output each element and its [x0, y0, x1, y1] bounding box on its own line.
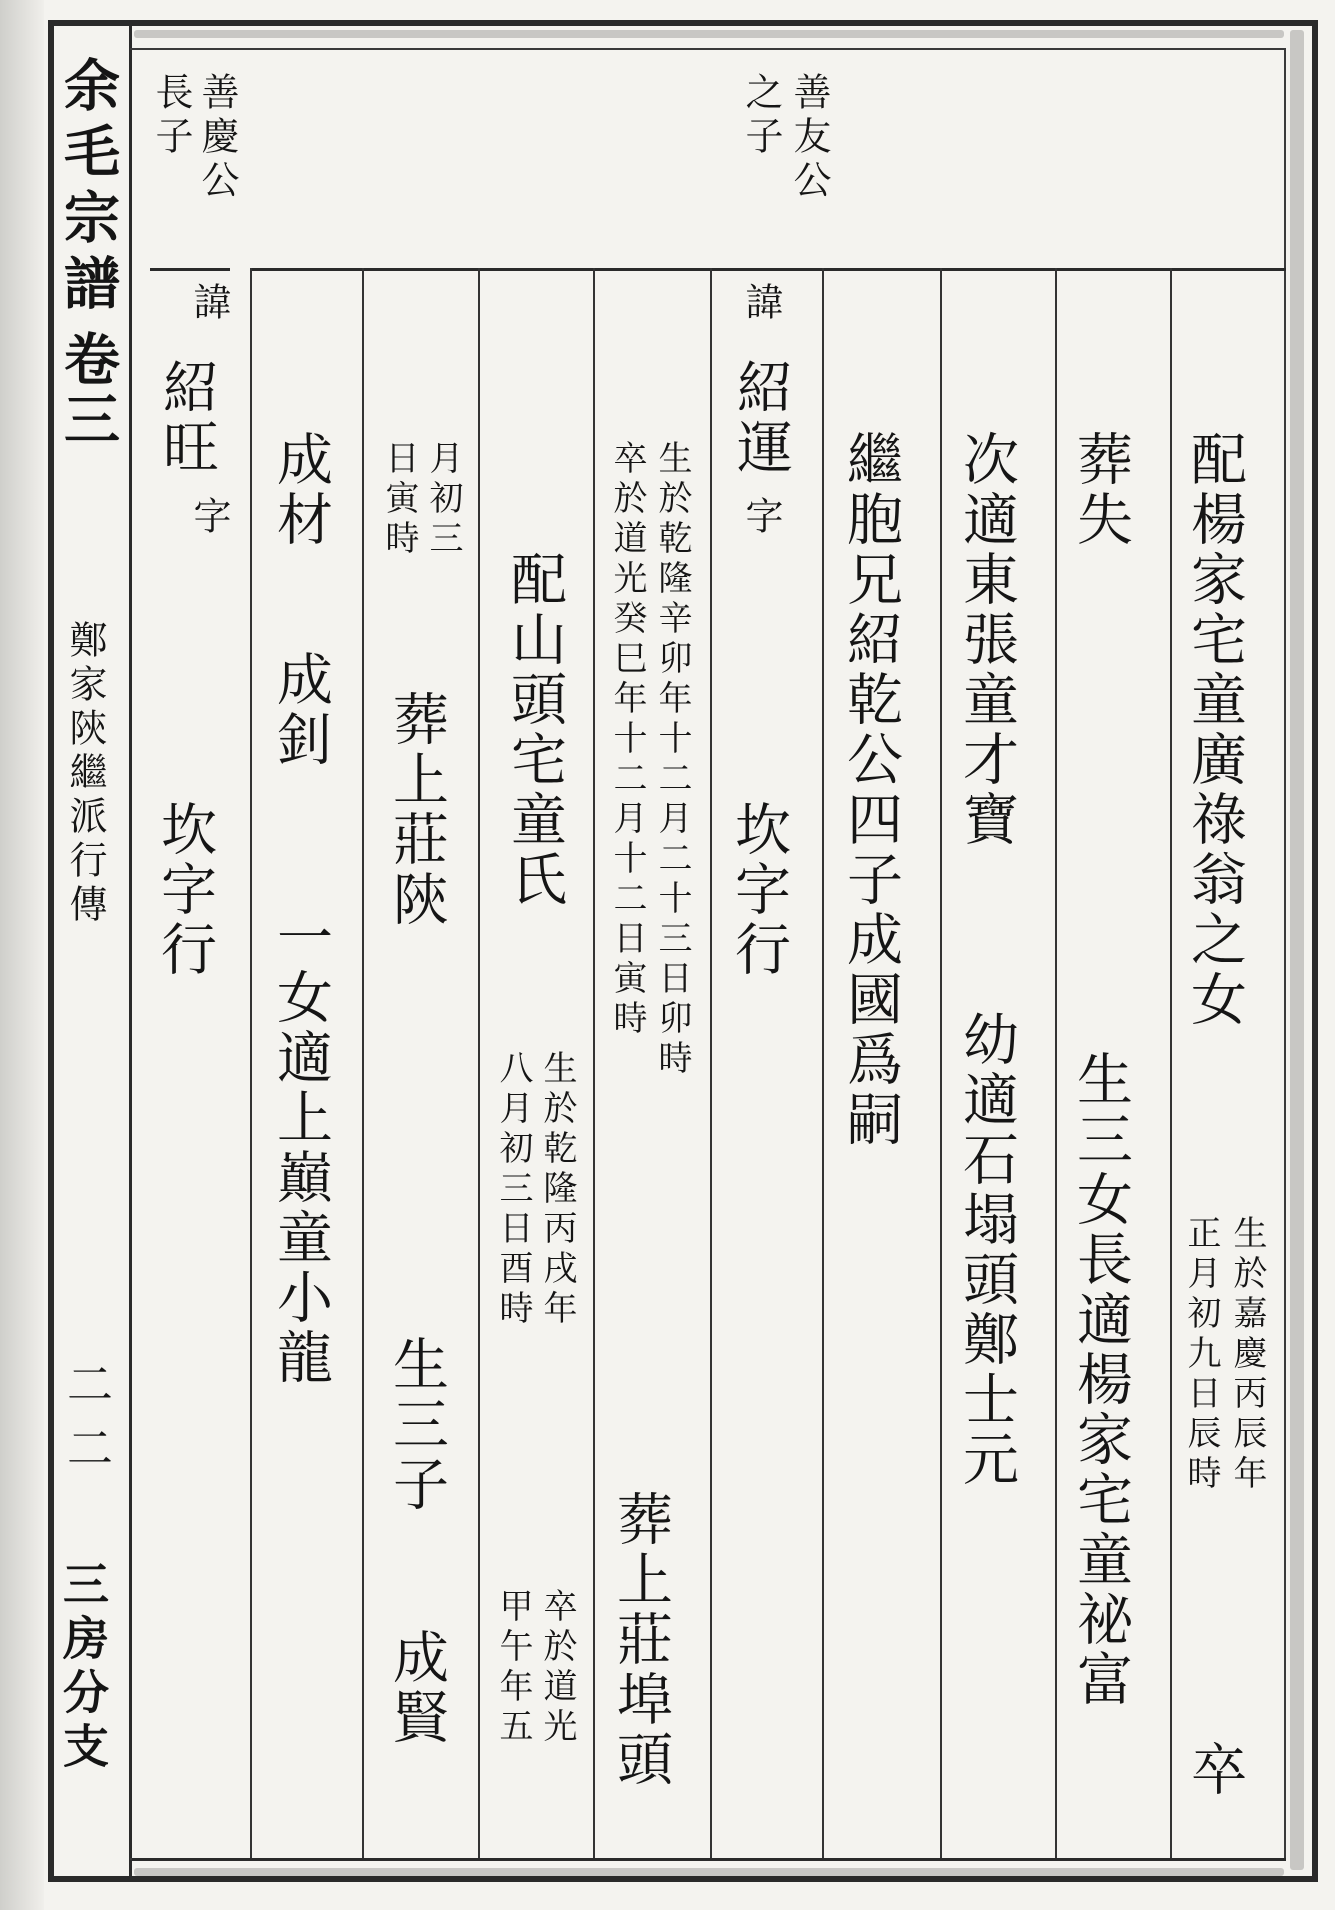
- son-name: 成釗: [268, 650, 333, 770]
- scan-noise: [134, 1868, 1284, 1876]
- death-record: 卒於道光癸巳年十二月十二日寅時: [607, 440, 647, 1040]
- daughter-marriage-entry: 次適東張童才寶: [954, 430, 1019, 850]
- generation-rank: 坎字行: [152, 800, 217, 980]
- column-divider: [940, 268, 942, 1858]
- section-title: 鄭家陝繼派行傳: [63, 620, 107, 928]
- birth-record: 生於乾隆辛卯年十二月二十三日卯時: [652, 440, 692, 1080]
- book-title: 余毛宗譜: [55, 56, 121, 320]
- spouse-entry: 配楊家宅童廣祿翁之女: [1182, 430, 1247, 1030]
- spouse-death-line3: 月初三: [423, 440, 463, 560]
- parent-header-left-sub: 長子: [149, 72, 193, 160]
- column-divider: [1170, 268, 1172, 1858]
- spouse-death-line4: 日寅時: [379, 440, 419, 560]
- scan-shadow: [0, 0, 44, 1910]
- daughters-entry: 生三女長適楊家宅童祕富: [1068, 1050, 1133, 1710]
- spouse-death-line1: 卒於道光: [537, 1588, 577, 1748]
- spouse-entry: 配山頭宅童氏: [502, 550, 567, 910]
- sons-count: 生三子: [384, 1335, 449, 1515]
- volume-label: 卷三: [55, 330, 121, 450]
- page-number: 二二: [60, 1360, 114, 1488]
- column-divider: [250, 268, 252, 1858]
- courtesy-name-marker: 字: [187, 496, 231, 540]
- spouse-burial: 葬上莊陝: [384, 690, 449, 930]
- adoption-entry: 繼胞兄紹乾公四子成國爲嗣: [838, 430, 903, 1150]
- bottom-rule: [132, 1858, 1286, 1861]
- scan-noise: [1290, 30, 1304, 1870]
- burial-record: 葬上莊埠頭: [608, 1490, 673, 1790]
- taboo-name-prefix: 諱: [739, 282, 783, 326]
- youngest-daughter-entry: 幼適石塌頭鄭士元: [954, 1010, 1019, 1490]
- branch-note: 三房分支: [56, 1560, 110, 1776]
- column-divider: [593, 268, 595, 1858]
- taboo-name-prefix: 諱: [187, 282, 231, 326]
- column-divider: [478, 268, 480, 1858]
- birth-date-line2: 正月初九日辰時: [1181, 1215, 1221, 1495]
- scan-noise: [134, 30, 1284, 38]
- spouse-birth-line1: 生於乾隆丙戌年: [537, 1050, 577, 1330]
- birth-date-line1: 生於嘉慶丙辰年: [1227, 1215, 1267, 1495]
- column-divider: [1055, 268, 1057, 1858]
- column-divider: [822, 268, 824, 1858]
- header-rule: [250, 268, 1286, 271]
- parent-header-right: 善友公: [787, 72, 831, 204]
- burial-entry: 葬失: [1068, 430, 1133, 550]
- spouse-birth-line2: 八月初三日酉時: [493, 1050, 533, 1330]
- column-divider: [362, 268, 364, 1858]
- death-marker: 卒: [1182, 1740, 1247, 1800]
- son-name: 成材: [268, 430, 333, 550]
- person-name: 紹旺: [154, 358, 219, 478]
- courtesy-name-marker: 字: [739, 496, 783, 540]
- son-name: 成賢: [384, 1628, 449, 1748]
- generation-rank: 坎字行: [726, 800, 791, 980]
- header-rule-left: [150, 268, 230, 271]
- column-divider: [710, 268, 712, 1858]
- daughter-entry: 一女適上巔童小龍: [268, 908, 333, 1388]
- parent-header-right-sub: 之子: [739, 72, 783, 160]
- person-name: 紹運: [728, 358, 793, 478]
- parent-header-left: 善慶公: [195, 72, 239, 204]
- spouse-death-line2: 甲午年五: [493, 1588, 533, 1748]
